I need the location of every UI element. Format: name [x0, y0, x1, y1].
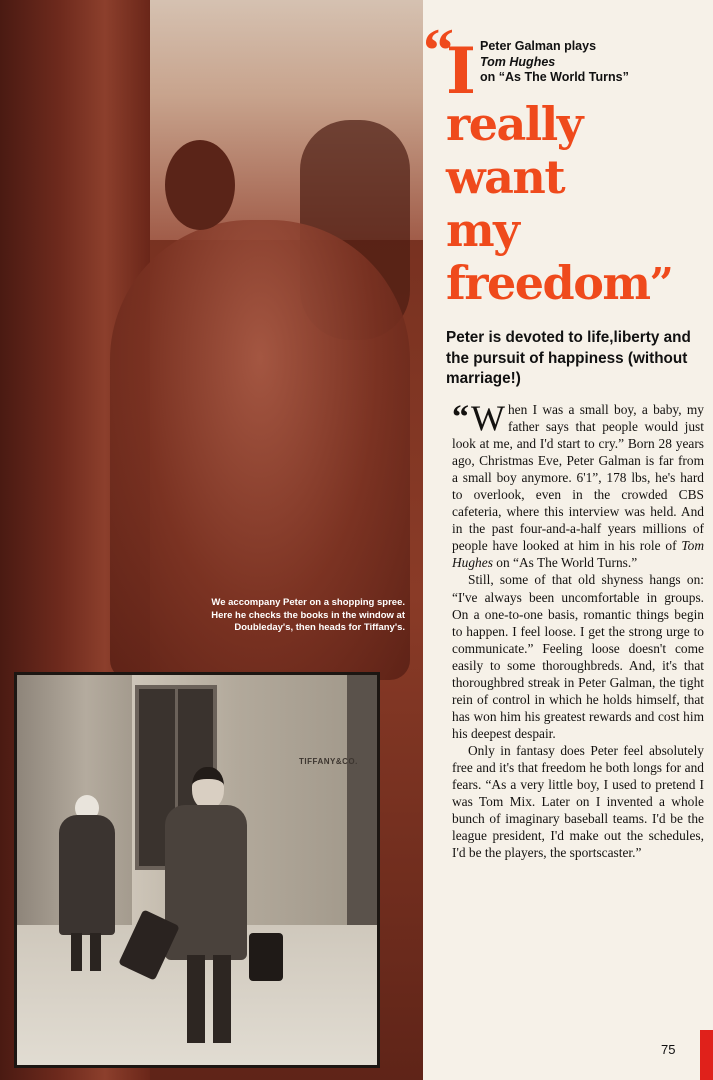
headline-i: I	[446, 34, 475, 109]
inset-man-coat	[165, 805, 247, 960]
inset-man-legs	[187, 955, 231, 1043]
inset-bag-right	[249, 933, 283, 981]
headline-word: my	[446, 203, 519, 257]
headline-word: freedom	[446, 256, 650, 310]
headline-word-last	[446, 257, 711, 310]
inset-photo	[14, 672, 380, 1068]
inset-store-sign: TIFFANY&CO.	[299, 757, 358, 766]
paragraph-1	[452, 398, 704, 571]
kicker-line-3: on “As The World Turns”	[480, 70, 629, 84]
headline	[446, 34, 711, 310]
headline-open-quote: “	[423, 17, 454, 85]
kicker-role: Tom Hughes	[480, 54, 556, 69]
dropcap-quote: “	[452, 399, 469, 436]
corner-accent	[700, 1030, 713, 1080]
paragraph-1-text: hen I was a small boy, a baby, my father says that people would just look at me, and I'd start to cry.” Born 28 years ago, Christmas Eve, Peter Galman is far from a small boy anymore. 6'1”, 178 lbs, he's hard to overlook, even in the crowded CBS cafeteria, where this interview was held. And in the past four-and-a-half years millions of people have looked at him in his role of	[452, 402, 704, 554]
kicker-line-1: Peter Galman plays	[480, 39, 597, 53]
dek: Peter is devoted to life,liberty and the pursuit of happiness (without marriage!)	[446, 329, 691, 387]
inset-woman-legs	[71, 933, 101, 971]
headline-close-quote: ”	[649, 259, 673, 308]
photo-caption: We accompany Peter on a shopping spree. Here he checks the books in the window at Doubleday's, then heads for Tiffany's.	[211, 597, 405, 633]
article-body	[452, 398, 704, 861]
page-number: 75	[661, 1042, 676, 1057]
dropcap-letter: W	[471, 398, 505, 438]
paragraph-1-role: Tom Hughes	[452, 538, 704, 571]
paragraph-2: Still, some of that old shyness hangs on: “I've always been uncomfortable in groups. On a one-to-one basis, romantic things begin to happen. I feel loose. I get the strong urge to communicate.” Feeling loose doesn't come easily to some thoroughbreds. And, it's that thoroughbred streak in Peter Galman, the tight rein of control in which he holds himself, that has won him his greatest rewards and cost him his deepest despair.	[452, 572, 704, 741]
headline-word: want	[446, 150, 565, 204]
paragraph-1-end: on “As The World Turns.”	[492, 555, 638, 571]
inset-man-head	[192, 767, 224, 809]
headline-word: really	[446, 97, 582, 151]
inset-woman-body	[59, 815, 115, 935]
paragraph-3: Only in fantasy does Peter feel absolutely free and it's that freedom he both longs for and fears. “As a very little boy, I used to pretend I was Tom Mix. Later on I invented a whole bunch of imaginary baseball teams. I'd be the league president, I'd make out the schedules, I'd be the players, the sportscaster.”	[452, 742, 704, 861]
article-column	[423, 0, 713, 1080]
photo-figure-head	[165, 140, 235, 230]
